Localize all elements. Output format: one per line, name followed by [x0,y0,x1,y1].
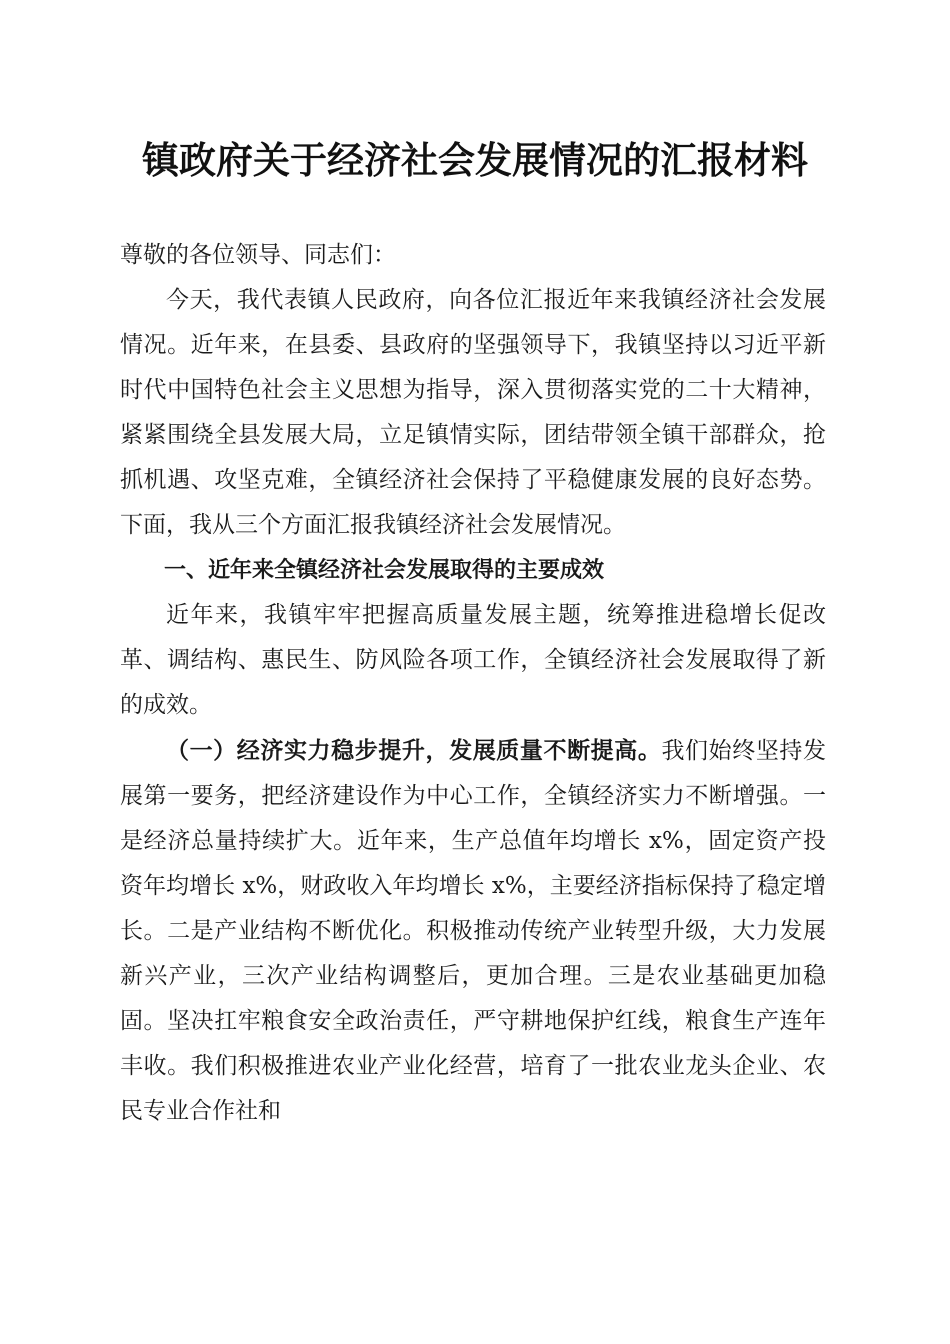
subsection-1-body: 我们始终坚持发展第一要务，把经济建设作为中心工作，全镇经济实力不断增强。一是经济总量持续扩大。近年来，生产总值年均增长 x%，固定资产投资年均增长 x%，财政收入年均增长 x%，主要经济指标保持了稳定增长。二是产业结构不断优化。积极推动传统产业转型升级，大力发展新兴产业，三次产业结构调整后，更加合理。三是农业基础更加稳固。坚决扛牢粮食安全政治责任，严守耕地保护红线，粮食生产连年丰收。我们积极推进农业产业化经营，培育了一批农业龙头企业、农民专业合作社和 [120,738,827,1124]
subsection-1-paragraph [120,728,826,1134]
document-title: 镇政府关于经济社会发展情况的汇报材料 [142,138,808,182]
section-heading-1: 一、近年来全镇经济社会发展取得的主要成效 [164,558,605,583]
intro-paragraph: 今天，我代表镇人民政府，向各位汇报近年来我镇经济社会发展情况。近年来，在县委、县政府的坚强领导下，我镇坚持以习近平新时代中国特色社会主义思想为指导，深入贯彻落实党的二十大精神，紧紧围绕全县发展大局，立足镇情实际，团结带领全镇干部群众，抢抓机遇、攻坚克难，全镇经济社会保持了平稳健康发展的良好态势。下面，我从三个方面汇报我镇经济社会发展情况。 [120,287,826,538]
salutation: 尊敬的各位领导、同志们： [120,242,396,268]
subsection-heading-1: （一）经济实力稳步提升，发展质量不断提高。 [166,737,662,764]
document-body [120,233,826,1134]
section-1-paragraph: 近年来，我镇牢牢把握高质量发展主题，统筹推进稳增长促改革、调结构、惠民生、防风险各项工作，全镇经济社会发展取得了新的成效。 [120,602,826,718]
